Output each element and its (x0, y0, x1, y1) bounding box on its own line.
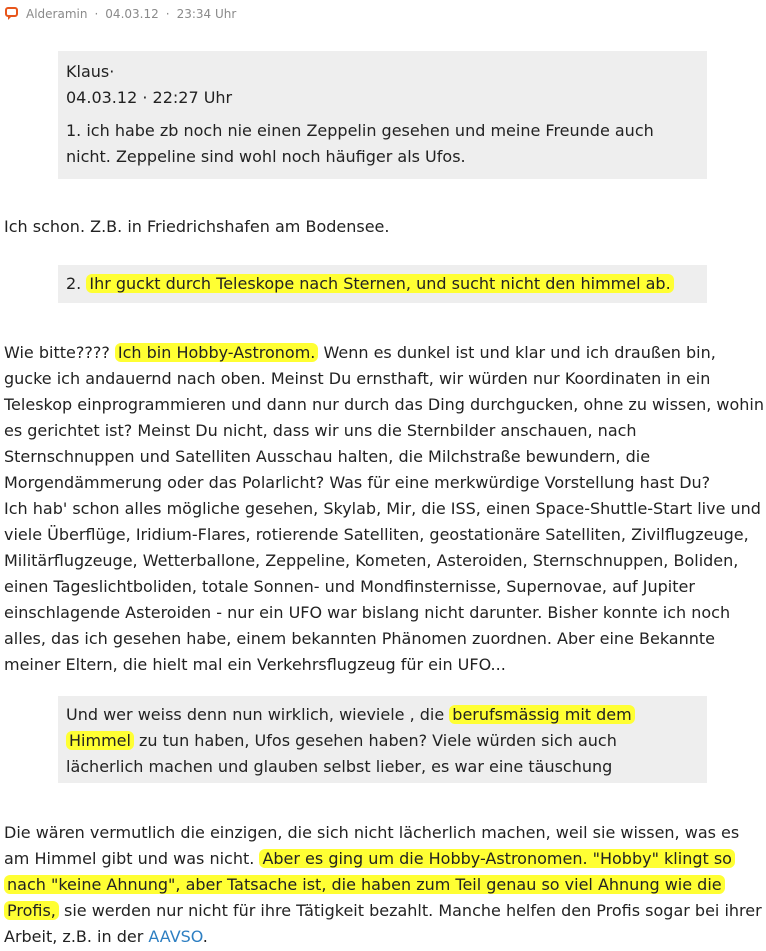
paragraph: Ich hab' schon alles mögliche gesehen, Skylab, Mir, die ISS, einen Space-Shuttle-Start live und viele Überflüge, Iridium-Flares, rotierende Satelliten, geostationäre Satelliten, Zivilflugzeuge, Militärflugzeuge, Wetterballone, Zeppeline, Kometen, Asteroiden, Sternschnuppen, Boliden, einen Tageslichtboliden, totale Sonnen- und Mondfinsternisse, Supernovae, auf Jupiter einschlagende Asteroiden - nur ein UFO war bislang nicht darunter. Bisher konnte ich noch alles, das ich gesehen habe, einem bekannten Phänomen zuordnen. Aber eine Bekannte meiner Eltern, die hielt mal ein Verkehrsflugzeug für ein UFO... (4, 499, 761, 674)
quote-author: Klaus· (66, 62, 115, 81)
paragraph-text: Wenn es dunkel ist und klar und ich draußen bin, gucke ich andauernd nach oben. Meinst Du ernsthaft, wir würden nur Koordinaten in ein Teleskop einprogrammieren und dann nur durch das Ding durchgucken, ohne zu wissen, wohin es gerichtet ist? Meinst Du nicht, dass wir uns die Sternbilder anschauen, nach Sternschnuppen und Satelliten Ausschau halten, die Milchstraße bewundern, die Morgendämmerung oder das Polarlicht? Was für eine merkwürdige Vorstellung hast Du? (4, 343, 765, 492)
post-time: 23:34 Uhr (176, 7, 237, 21)
highlighted-text: berufsmässig mit dem Himmel (66, 705, 635, 750)
paragraph-text: . (202, 927, 208, 946)
quote-block (58, 51, 707, 179)
quote-datetime: 04.03.12 · 22:27 Uhr (66, 88, 233, 107)
post-date: 04.03.12 (105, 7, 159, 21)
paragraph-text: sie werden nur nicht für ihre Tätigkeit bezahlt. Manche helfen den Profis sogar bei ihrer Arbeit, z.B. in der (4, 901, 762, 946)
meta-separator: · (165, 7, 170, 21)
quote-block (58, 265, 707, 303)
paragraph (4, 340, 764, 496)
comment-icon (5, 7, 19, 21)
paragraph: Ich schon. Z.B. in Friedrichshafen am Bodensee. (4, 217, 390, 236)
quote-text: 1. ich habe zb noch nie einen Zeppelin gesehen und meine Freunde auch nicht. Zeppeline sind wohl noch häufiger als Ufos. (66, 121, 654, 166)
highlighted-text: Ihr guckt durch Teleskope nach Sternen, und sucht nicht den himmel ab. (86, 274, 673, 293)
highlighted-text: Aber es ging um die Hobby-Astronomen. "Hobby" klingt so nach "keine Ahnung", aber Tatsache ist, die haben zum Teil genau so viel Ahnung wie die Profis, (4, 849, 735, 920)
meta-separator: · (94, 7, 99, 21)
quote-text: zu tun haben, Ufos gesehen haben? Viele würden sich auch lächerlich machen und glauben selbst lieber, es war eine täuschung (66, 731, 617, 776)
paragraph (4, 820, 764, 950)
aavso-link[interactable]: AAVSO (148, 927, 203, 946)
highlighted-text: Ich bin Hobby-Astronom. (115, 343, 318, 362)
quote-block (58, 696, 707, 783)
post-meta (0, 3, 236, 25)
paragraph-text: Wie bitte???? (4, 343, 110, 362)
post-author[interactable]: Alderamin (26, 7, 88, 21)
quote-text: 2. (66, 274, 87, 293)
quote-text: Und wer weiss denn nun wirklich, wieviele , die (66, 705, 445, 724)
paragraph-text: Die wären vermutlich die einzigen, die sich nicht lächerlich machen, weil sie wissen, was es am Himmel gibt und was nicht. (4, 823, 740, 868)
